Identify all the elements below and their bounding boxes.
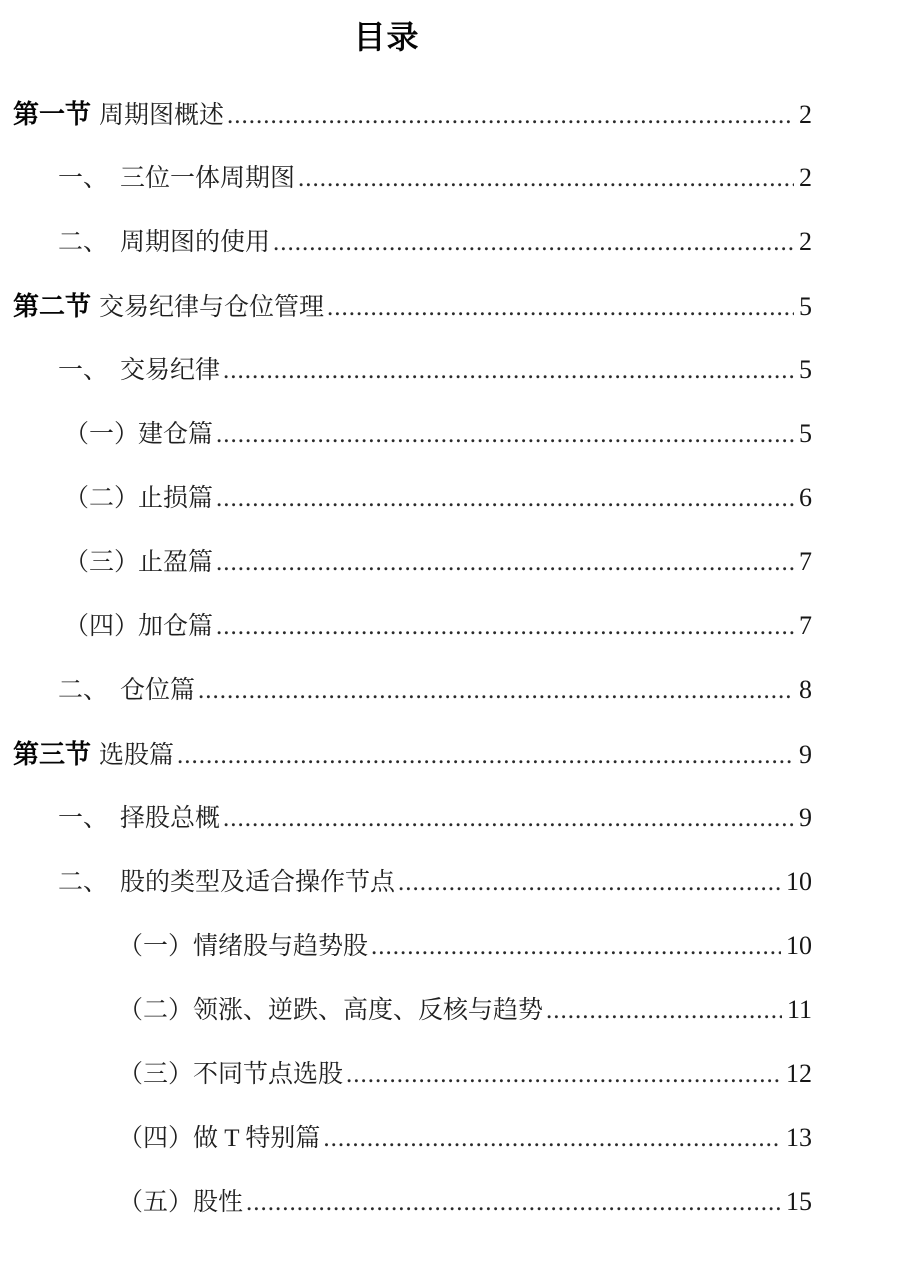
toc-entry-title: 选股篇 (99, 742, 175, 769)
toc-entry-title: 择股总概 (120, 805, 221, 832)
toc-entry (13, 274, 812, 338)
toc-entry-title: 周期图概述 (99, 102, 225, 129)
page-number: 2 (799, 100, 812, 129)
toc-entry-section-label: 第一节 (13, 99, 92, 129)
page-title: 目录 (353, 19, 420, 55)
page-number: 9 (799, 803, 812, 832)
dot-leader-icon (223, 787, 794, 851)
dot-leader-icon (323, 1107, 781, 1171)
toc-entry (13, 402, 812, 466)
dot-leader-icon (546, 979, 782, 1043)
toc-entry (13, 722, 812, 786)
toc-page (0, 16, 912, 1275)
page-number: 2 (799, 163, 812, 192)
page-number: 2 (799, 227, 812, 256)
dot-leader-icon (398, 851, 781, 915)
toc-entry-number: 二、 (58, 869, 109, 896)
dot-leader-icon (198, 659, 794, 723)
toc-entry (13, 466, 812, 530)
toc-entry-title: 三位一体周期图 (120, 165, 296, 192)
toc-entry-number: 二、 (58, 229, 109, 256)
toc-entry-number: （三） (64, 549, 140, 576)
page-number: 5 (799, 419, 812, 448)
toc-entry-title: 股的类型及适合操作节点 (120, 869, 396, 896)
dot-leader-icon (216, 403, 794, 467)
toc-entry (13, 146, 812, 210)
toc-entry (13, 1042, 812, 1106)
toc-entry-title: 仓位篇 (120, 677, 196, 704)
toc-entry-section-label: 第二节 (13, 291, 92, 321)
toc-entry-title: 不同节点选股 (193, 1061, 344, 1088)
toc-entry (13, 1106, 812, 1170)
dot-leader-icon (298, 147, 794, 211)
dot-leader-icon (227, 84, 794, 148)
toc-entry-title: 情绪股与趋势股 (193, 933, 369, 960)
dot-leader-icon (246, 1171, 781, 1235)
page-number: 11 (786, 995, 812, 1024)
toc-entry-number: （四） (64, 613, 140, 640)
page-number: 10 (786, 867, 812, 896)
toc-entry-number: （二） (64, 485, 140, 512)
page-number: 5 (799, 355, 812, 384)
toc-entry-title: 交易纪律 (120, 357, 221, 384)
toc-entry (13, 210, 812, 274)
toc-entry-number: （二） (118, 997, 194, 1024)
toc-entry-number: （四） (118, 1125, 194, 1152)
page-number: 12 (786, 1059, 812, 1088)
page-number: 10 (786, 931, 812, 960)
toc-entry-title: 领涨、逆跌、高度、反核与趋势 (193, 997, 544, 1024)
toc-entry-number: （一） (64, 421, 140, 448)
toc-entry-section-label: 第三节 (13, 739, 92, 769)
toc-entry-number: 一、 (58, 805, 109, 832)
dot-leader-icon (177, 724, 794, 788)
toc-entry-title: 建仓篇 (138, 421, 214, 448)
page-number: 5 (799, 292, 812, 321)
page-number: 7 (799, 547, 812, 576)
toc-entry (13, 786, 812, 850)
toc-entry (13, 530, 812, 594)
dot-leader-icon (346, 1043, 781, 1107)
page-number: 9 (799, 740, 812, 769)
toc-entry-number: 二、 (58, 677, 109, 704)
toc-entry (13, 914, 812, 978)
toc-entry-title: 周期图的使用 (120, 229, 271, 256)
toc-entry (13, 82, 812, 146)
dot-leader-icon (327, 276, 794, 340)
page-number: 7 (799, 611, 812, 640)
toc-entry-number: （三） (118, 1061, 194, 1088)
toc-entry-number: 一、 (58, 357, 109, 384)
toc-entry (13, 658, 812, 722)
dot-leader-icon (216, 531, 794, 595)
toc-entry-title: 做 T 特别篇 (193, 1125, 321, 1152)
page-number: 8 (799, 675, 812, 704)
toc-entry (13, 1170, 812, 1234)
toc-entry-number: （五） (118, 1189, 194, 1216)
toc-entry-title: 股性 (193, 1189, 244, 1216)
toc-entry-title: 止损篇 (138, 485, 214, 512)
toc-list (13, 82, 812, 1234)
dot-leader-icon (216, 595, 794, 659)
page-number: 13 (786, 1123, 812, 1152)
toc-entry-number: （一） (118, 933, 194, 960)
toc-entry (13, 850, 812, 914)
toc-entry-title: 止盈篇 (138, 549, 214, 576)
dot-leader-icon (216, 467, 794, 531)
toc-entry (13, 594, 812, 658)
page-number: 6 (799, 483, 812, 512)
toc-entry-title: 加仓篇 (138, 613, 214, 640)
toc-entry (13, 978, 812, 1042)
toc-entry (13, 338, 812, 402)
dot-leader-icon (223, 339, 794, 403)
page-number: 15 (786, 1187, 812, 1216)
toc-entry-number: 一、 (58, 165, 109, 192)
dot-leader-icon (273, 211, 794, 275)
toc-entry-title: 交易纪律与仓位管理 (99, 294, 325, 321)
dot-leader-icon (371, 915, 781, 979)
